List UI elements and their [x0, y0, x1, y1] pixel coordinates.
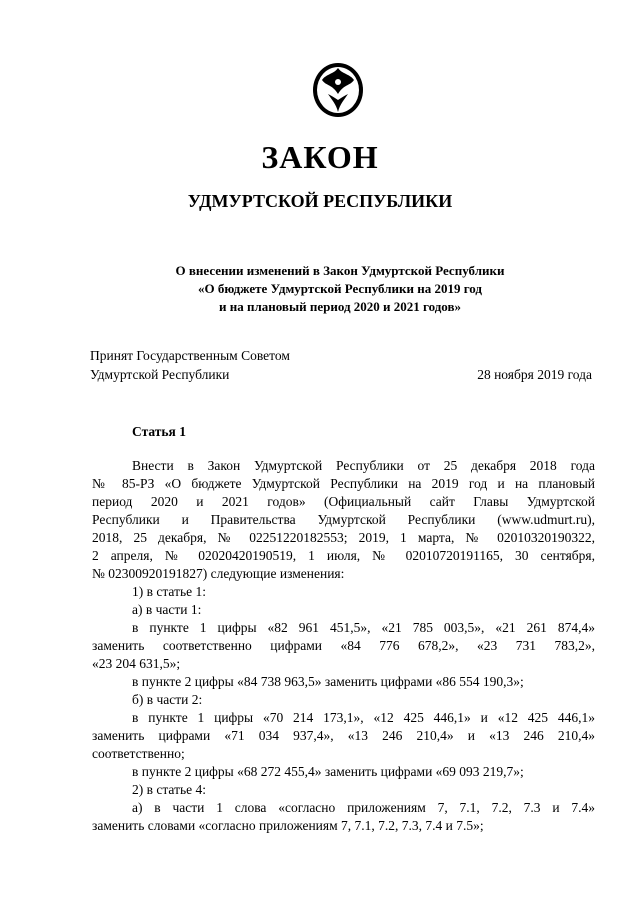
article-text-line: а) в части 1 слова «согласно приложениям 7, 7.1, 7.2, 7.3 и 7.4» [132, 800, 595, 815]
article-text-line: а) в части 1: [132, 602, 202, 617]
heading-line: «О бюджете Удмуртской Республики на 2019 год [198, 281, 482, 296]
document-title: ЗАКОН [261, 139, 379, 175]
article-text-line: № 02300920191827) следующие изменения: [92, 566, 345, 581]
document-subtitle: УДМУРТСКОЙ РЕСПУБЛИКИ [187, 191, 453, 211]
article-text-line: «23 204 631,5»; [92, 656, 181, 671]
heading-line: и на плановый период 2020 и 2021 годов» [219, 299, 461, 314]
article-text-line: в пункте 2 цифры «84 738 963,5» заменить цифрами «86 554 190,3»; [132, 674, 524, 689]
article-text-line: 2) в статье 4: [132, 782, 206, 797]
coat-of-arms-icon [308, 60, 368, 120]
article-text-line: соответственно; [92, 746, 185, 761]
adoption-block [90, 346, 592, 384]
heading-line: О внесении изменений в Закон Удмуртской Республики [175, 263, 505, 278]
article-text-line: 1) в статье 1: [132, 584, 206, 599]
law-heading [90, 262, 590, 316]
article-text-line: Республики и Правительства Удмуртской Республики (www.udmurt.ru), [92, 512, 595, 527]
article-text-line: в пункте 1 цифры «70 214 173,1», «12 425 446,1» и «12 425 446,1» [132, 710, 595, 725]
article-title: Статья 1 [132, 424, 186, 439]
article-text-line: в пункте 2 цифры «68 272 455,4» заменить цифрами «69 093 219,7»; [132, 764, 524, 779]
article-text-line: заменить цифрами «71 034 937,4», «13 246 210,4» и «13 246 210,4» [92, 728, 595, 743]
article-text-line: в пункте 1 цифры «82 961 451,5», «21 785 003,5», «21 261 874,4» [132, 620, 595, 635]
article-text-line: Внести в Закон Удмуртской Республики от 25 декабря 2018 года [132, 458, 595, 473]
article-text-line: 2 апреля, № 02020420190519, 1 июля, № 02010720191165, 30 сентября, [92, 548, 595, 563]
article-text-line: 2018, 25 декабря, № 02251220182553; 2019, 1 марта, № 02010320190322, [92, 530, 595, 545]
article-text-line: заменить соответственно цифрами «84 776 678,2», «23 731 783,2», [92, 638, 595, 653]
adoption-row [90, 346, 592, 365]
article-text-line: период 2020 и 2021 годов» (Официальный сайт Главы Удмуртской [92, 494, 595, 509]
article-text-line: № 85-РЗ «О бюджете Удмуртской Республики на 2019 год и на плановый [92, 476, 595, 491]
article-text-line: заменить словами «согласно приложениям 7, 7.1, 7.2, 7.3, 7.4 и 7.5»; [92, 818, 484, 833]
adopted-by-line: Удмуртской Республики [90, 367, 230, 382]
adoption-row [90, 365, 592, 384]
adoption-date: 28 ноября 2019 года [477, 367, 592, 382]
article-text-line: б) в части 2: [132, 692, 203, 707]
article-body [92, 457, 595, 835]
adopted-by-line: Принят Государственным Советом [90, 348, 290, 363]
